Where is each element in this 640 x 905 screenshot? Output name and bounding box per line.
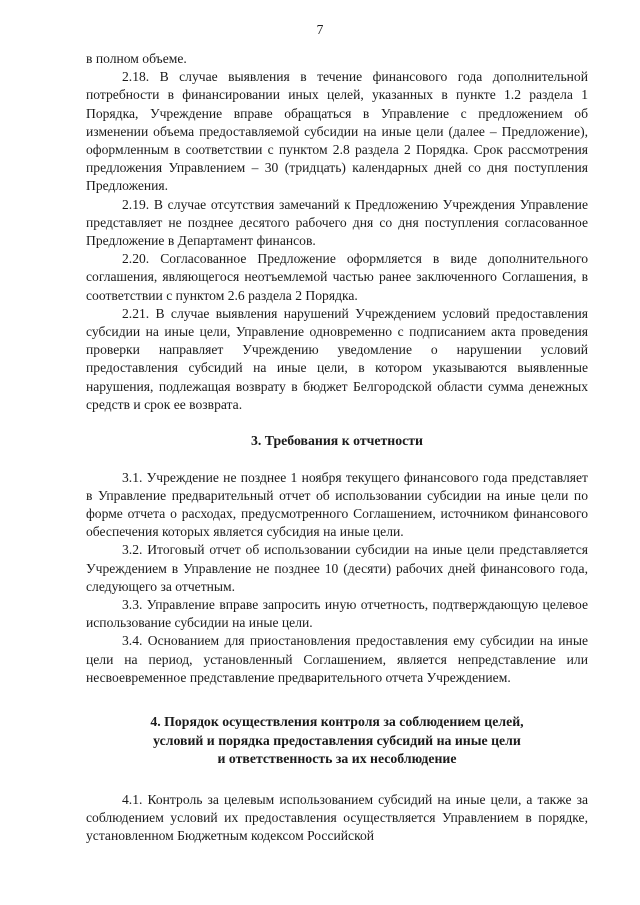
section-4-heading — [86, 713, 588, 769]
paragraph-3-4: 3.4. Основанием для приостановления предоставления ему субсидии на иные цели на период, установленный Соглашением, является непредставление или несвоевременное представление предварительного отчета Учреждением. — [86, 633, 588, 685]
paragraph-2-20: 2.20. Согласованное Предложение оформляется в виде дополнительного соглашения, являющегося неотъемлемой частью ранее заключенного Соглашения, в соответствии с пунктом 2.6 раздела 2 Порядка. — [86, 251, 588, 303]
section-4-heading-line-2: условий и порядка предоставления субсидий на иные цели — [153, 732, 521, 748]
section-4-heading-line-3: и ответственность за их несоблюдение — [217, 751, 457, 766]
document-body — [86, 50, 588, 845]
paragraph-3-3: 3.3. Управление вправе запросить иную отчетность, подтверждающую целевое использование субсидии на иные цели. — [86, 596, 588, 631]
paragraph-4-1: 4.1. Контроль за целевым использованием субсидий на иные цели, а также за соблюдением условий их предоставления осуществляется Управлением в порядке, установленном Бюджетным кодексом Российской — [86, 791, 588, 843]
paragraph-2-19: 2.19. В случае отсутствия замечаний к Предложению Учреждения Управление представляет не позднее десятого рабочего дня со дня поступления согласованное Предложение в Департамент финансов. — [86, 196, 588, 249]
section-4-heading-line-1: 4. Порядок осуществления контроля за соблюдением целей, — [150, 714, 524, 729]
paragraph-2-18: 2.18. В случае выявления в течение финансового года дополнительной потребности в финансировании иных целей, указанных в пункте 1.2 раздела 1 Порядка, Учреждение вправе обращаться в Управление с предложением об изменении объема предоставляемой субсидии на иные цели (далее – Предложение), оформленным в соответствии с пунктом 2.8 раздела 2 Порядка. Срок рассмотрения предложения Управлением – 30 (тридцать) календарных дней со дня поступления Предложения. — [86, 69, 588, 194]
paragraph-3-1: 3.1. Учреждение не позднее 1 ноября текущего финансового года представляет в Управление предварительный отчет об использовании субсидии на иные цели по форме отчета о расходах, предусмотренного Соглашением, источником финансового обеспечения которых является субсидия на иные цели. — [86, 469, 588, 540]
page-number: 7 — [316, 22, 324, 37]
paragraph-continuation: в полном объеме. — [86, 51, 187, 66]
section-3-heading: 3. Требования к отчетности — [251, 433, 423, 449]
paragraph-2-21: 2.21. В случае выявления нарушений Учреждением условий предоставления субсидии на иные цели, Управление одновременно с подписанием акта проведения проверки направляет Учреждению уведомление о нарушении условий предоставления субсидий на иные цели, в котором указываются выявленные нарушения, подлежащая возврату в бюджет Белгородской области сумма денежных средств и срок ее возврата. — [86, 305, 588, 412]
paragraph-3-2: 3.2. Итоговый отчет об использовании субсидии на иные цели представляется Учреждением в Управление не позднее 10 (десяти) рабочих дней финансового года, следующего за отчетным. — [86, 542, 588, 594]
